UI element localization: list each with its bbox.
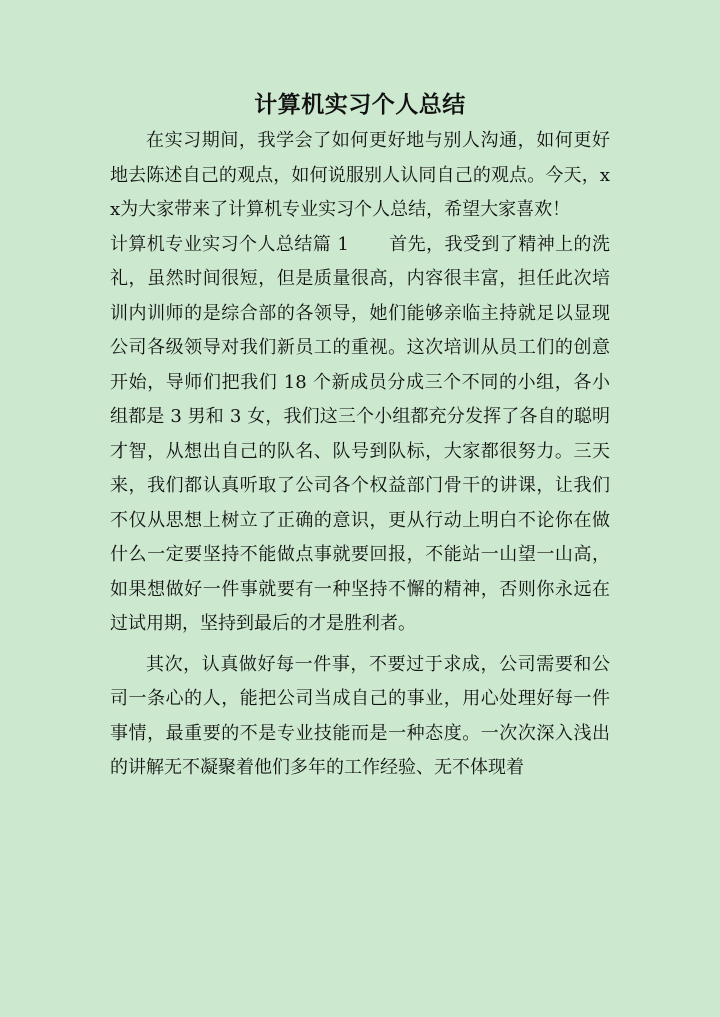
section-body: 首先，我受到了精神上的洗礼，虽然时间很短，但是质量很高，内容很丰富，担任此次培训内训师的是综合部的各领导，她们能够亲临主持就足以显现公司各级领导对我们新员工的重视。这次培训从员工们的创意开始，导师们把我们 18 个新成员分成三个不同的小组，各小组都是 3 男和 3 女，我们这三个小组都充分发挥了各自的聪明才智，从想出自己的队名、队号到队标，大家都很努力。三天来，我们都认真听取了公司各个权益部门骨干的讲课，让我们不仅从思想上树立了正确的意识，更从行动上明白不论你在做什么一定要坚持不能做点事就要回报，不能站一山望一山高，如果想做好一件事就要有一种坚持不懈的精神，否则你永远在过试用期，坚持到最后的才是胜利者。 — [110, 233, 610, 634]
section-heading: 计算机专业实习个人总结篇 1 — [110, 233, 349, 255]
intro-paragraph: 在实习期间，我学会了如何更好地与别人沟通，如何更好地去陈述自己的观点，如何说服别人认同自己的观点。今天，xx为大家带来了计算机专业实习个人总结，希望大家喜欢！ — [110, 130, 610, 220]
document-title: 计算机实习个人总结 — [254, 92, 466, 118]
second-paragraph: 其次，认真做好每一件事，不要过于求成，公司需要和公司一条心的人，能把公司当成自己的事业，用心处理好每一件事情，最重要的不是专业技能而是一种态度。一次次深入浅出的讲解无不凝聚着他们多年的工作经验、无不体现着 — [110, 653, 610, 778]
section-paragraph — [110, 228, 610, 642]
